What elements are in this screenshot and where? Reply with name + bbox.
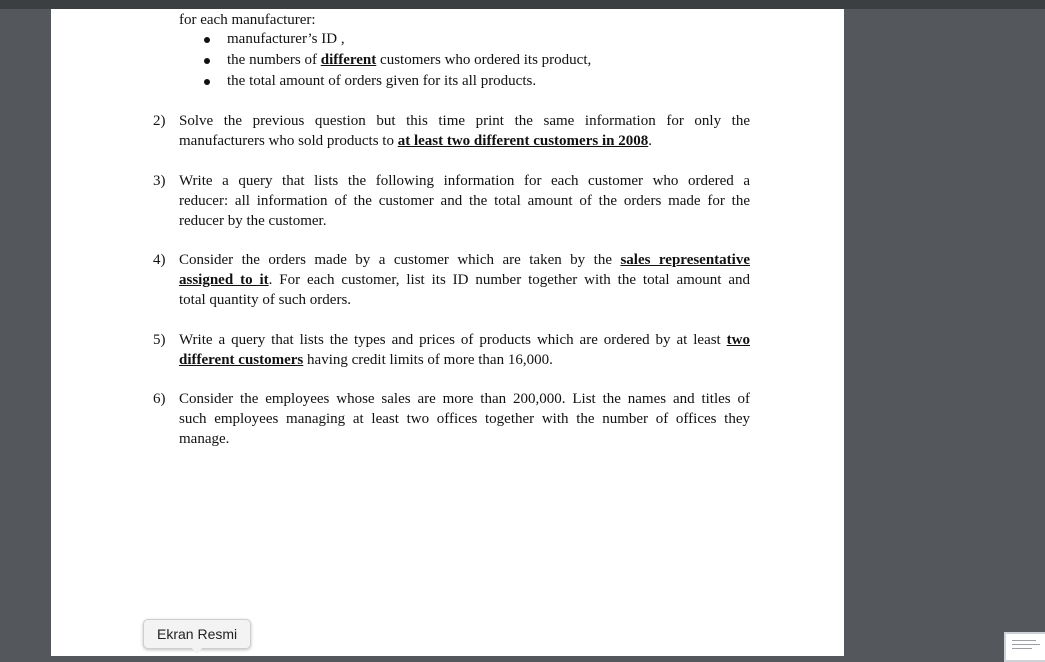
question-text: Consider the orders made by a customer which are taken by the	[179, 252, 621, 268]
question-text: .	[648, 133, 652, 149]
question-line: total quantity of such orders.	[179, 292, 352, 308]
question-line: reducer by the customer.	[179, 213, 327, 229]
question-text: . For each customer, list its ID number together with the total amount and	[268, 272, 750, 288]
viewer-top-bar	[0, 0, 1045, 9]
emphasis-text: assigned to it	[179, 272, 269, 288]
question-line	[179, 250, 750, 270]
question-6	[153, 389, 750, 449]
question-text: manufacturers who sold products to	[179, 133, 398, 149]
document-page	[51, 9, 844, 656]
bullet-dot-icon	[204, 58, 210, 64]
question-number: 5)	[153, 332, 166, 348]
question-body	[179, 171, 750, 231]
bullet-text: the numbers of	[227, 52, 321, 68]
emphasis-text: sales representative	[620, 252, 751, 268]
question-body	[179, 389, 750, 449]
question-line: Consider the employees whose sales are more than 200,000. List the names and titles of	[179, 391, 750, 407]
emphasis-text: different	[320, 52, 377, 68]
question-number: 2)	[153, 113, 166, 129]
emphasis-text: at least two different customers in 2008	[397, 133, 649, 149]
question-line: reducer: all information of the customer and the total amount of the orders made for the	[179, 193, 750, 209]
intro-text: for each manufacturer:	[179, 12, 316, 28]
question-line	[179, 350, 750, 370]
question-line: Write a query that lists the following information for each customer who ordered a	[179, 173, 750, 189]
emphasis-text: two	[726, 332, 750, 348]
question-line	[179, 270, 750, 290]
question-number: 3)	[153, 173, 166, 189]
question-line	[179, 330, 750, 350]
screenshot-tooltip: Ekran Resmi	[143, 619, 251, 649]
bullet-item	[201, 71, 591, 92]
bullet-text: the total amount of orders given for its all products.	[227, 73, 537, 89]
question-line: manage.	[179, 431, 230, 447]
question-line: Solve the previous question but this time print the same information for only the	[179, 113, 750, 129]
bullet-dot-icon	[204, 37, 210, 43]
question-text: Write a query that lists the types and prices of products which are ordered by at least	[179, 332, 727, 348]
question-text: having credit limits of more than 16,000.	[303, 352, 553, 368]
bullet-list	[201, 29, 591, 92]
question-body	[179, 111, 750, 151]
thumbnail-line	[1012, 644, 1040, 645]
bullet-item	[201, 29, 591, 50]
question-line: such employees managing at least two offices together with the number of offices they	[179, 411, 750, 427]
question-3	[153, 171, 750, 231]
emphasis-text: different customers	[179, 352, 304, 368]
thumbnail-line	[1012, 648, 1032, 649]
question-body	[179, 330, 750, 370]
bullet-text: customers who ordered its product,	[376, 52, 592, 68]
question-body	[179, 250, 750, 310]
question-line	[179, 131, 750, 151]
question-number: 6)	[153, 391, 166, 407]
bullet-text: manufacturer’s ID ,	[227, 31, 345, 47]
question-5	[153, 330, 750, 370]
thumbnail-line	[1012, 640, 1036, 641]
screenshot-thumbnail[interactable]	[1004, 632, 1045, 662]
question-4	[153, 250, 750, 310]
bullet-dot-icon	[204, 79, 210, 85]
question-number: 4)	[153, 252, 166, 268]
bullet-item	[201, 50, 591, 71]
question-2	[153, 111, 750, 151]
tooltip-pointer	[190, 646, 204, 654]
